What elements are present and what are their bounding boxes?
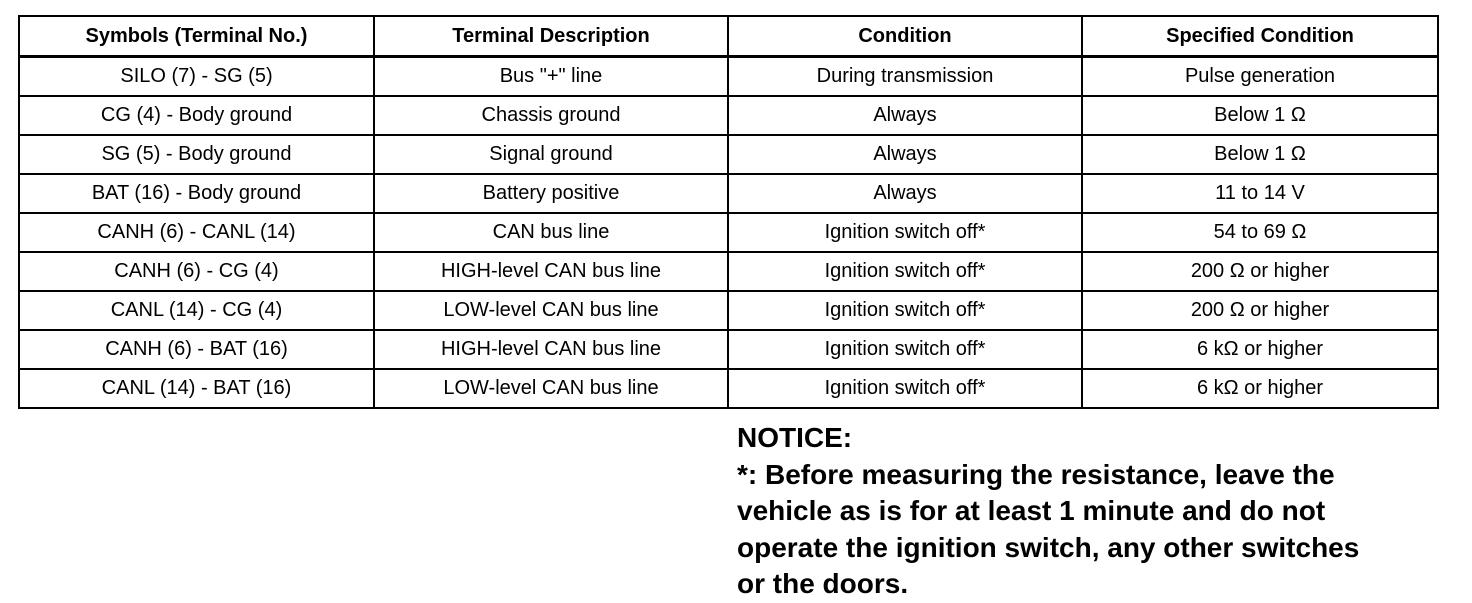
terminal-spec-table [18, 15, 1439, 409]
cell-description: Bus "+" line [374, 57, 728, 97]
table-row [19, 330, 1438, 369]
cell-symbols: SILO (7) - SG (5) [19, 57, 374, 97]
cell-symbols: CG (4) - Body ground [19, 96, 374, 135]
cell-condition: Always [728, 135, 1082, 174]
cell-condition: Ignition switch off* [728, 330, 1082, 369]
table-row [19, 135, 1438, 174]
cell-specified: 6 kΩ or higher [1082, 330, 1438, 369]
table-row [19, 291, 1438, 330]
notice-title: NOTICE: [737, 422, 853, 453]
cell-symbols: CANL (14) - CG (4) [19, 291, 374, 330]
cell-description: HIGH-level CAN bus line [374, 330, 728, 369]
cell-specified: 11 to 14 V [1082, 174, 1438, 213]
cell-specified: Below 1 Ω [1082, 96, 1438, 135]
notice-line-3: operate the ignition switch, any other switches [737, 531, 1360, 563]
table-row [19, 57, 1438, 97]
table-row [19, 213, 1438, 252]
header-condition: Condition [728, 16, 1082, 57]
cell-description: LOW-level CAN bus line [374, 369, 728, 408]
header-terminal-description: Terminal Description [374, 16, 728, 57]
cell-condition: Ignition switch off* [728, 291, 1082, 330]
cell-description: HIGH-level CAN bus line [374, 252, 728, 291]
cell-symbols: SG (5) - Body ground [19, 135, 374, 174]
cell-description: CAN bus line [374, 213, 728, 252]
notice-line-2: vehicle as is for at least 1 minute and do not [737, 495, 1326, 526]
table-row [19, 252, 1438, 291]
cell-description: Signal ground [374, 135, 728, 174]
cell-symbols: CANH (6) - CG (4) [19, 252, 374, 291]
cell-specified: Below 1 Ω [1082, 135, 1438, 174]
notice-line-4: or the doors. [737, 568, 909, 599]
cell-condition: Ignition switch off* [728, 369, 1082, 408]
notice-line-1: *: Before measuring the resistance, leave the [737, 458, 1335, 490]
cell-specified: 6 kΩ or higher [1082, 369, 1438, 408]
cell-condition: Always [728, 96, 1082, 135]
cell-specified: 54 to 69 Ω [1082, 213, 1438, 252]
header-specified-condition: Specified Condition [1082, 16, 1438, 57]
cell-condition: Always [728, 174, 1082, 213]
cell-symbols: CANH (6) - BAT (16) [19, 330, 374, 369]
cell-condition: Ignition switch off* [728, 213, 1082, 252]
cell-symbols: CANH (6) - CANL (14) [19, 213, 374, 252]
cell-description: Battery positive [374, 174, 728, 213]
table-row [19, 96, 1438, 135]
cell-specified: 200 Ω or higher [1082, 252, 1438, 291]
header-symbols: Symbols (Terminal No.) [19, 16, 374, 57]
cell-condition: During transmission [728, 57, 1082, 97]
table-row [19, 174, 1438, 213]
table-header-row [19, 16, 1438, 57]
cell-description: LOW-level CAN bus line [374, 291, 728, 330]
cell-description: Chassis ground [374, 96, 728, 135]
cell-symbols: BAT (16) - Body ground [19, 174, 374, 213]
table-row [19, 369, 1438, 408]
cell-specified: 200 Ω or higher [1082, 291, 1438, 330]
notice-block [737, 420, 1437, 603]
cell-specified: Pulse generation [1082, 57, 1438, 97]
cell-condition: Ignition switch off* [728, 252, 1082, 291]
cell-symbols: CANL (14) - BAT (16) [19, 369, 374, 408]
